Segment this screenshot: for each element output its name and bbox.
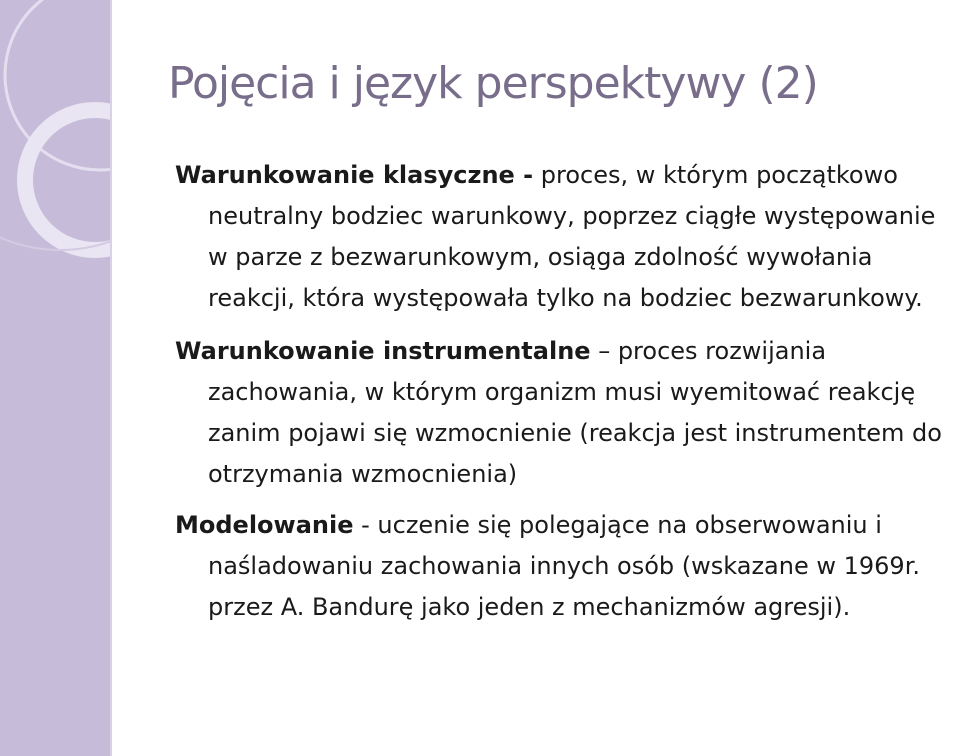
definition-text: - uczenie się polegające na obserwowaniu i naśladowaniu zachowania innych osób (wskazane w 1969r. przez A. Bandurę jako jeden z mechanizmów agresji). (208, 511, 920, 621)
definition-term: Warunkowanie instrumentalne (175, 337, 591, 365)
definition-term: Warunkowanie klasyczne - (175, 161, 534, 189)
definition-term: Modelowanie (175, 511, 354, 539)
definition-item (175, 331, 950, 495)
slide-title: Pojęcia i język perspektywy (2) (168, 58, 818, 109)
decorative-circles (0, 0, 110, 756)
definition-text: proces, w którym początkowo neutralny bodziec warunkowy, poprzez ciągłe występowanie w parze z bezwarunkowym, osiąga zdolność wywołania reakcji, która występowała tylko na bodziec bezwarunkowy. (208, 161, 936, 312)
decorative-sidebar (0, 0, 110, 756)
definition-item (175, 155, 950, 319)
definition-text: – proces rozwijania zachowania, w którym organizm musi wyemitować reakcję zanim pojawi się wzmocnienie (reakcja jest instrumentem do otrzymania wzmocnienia) (208, 337, 942, 488)
definition-item (175, 505, 950, 628)
slide-content (175, 155, 950, 628)
sidebar-divider (110, 0, 112, 756)
